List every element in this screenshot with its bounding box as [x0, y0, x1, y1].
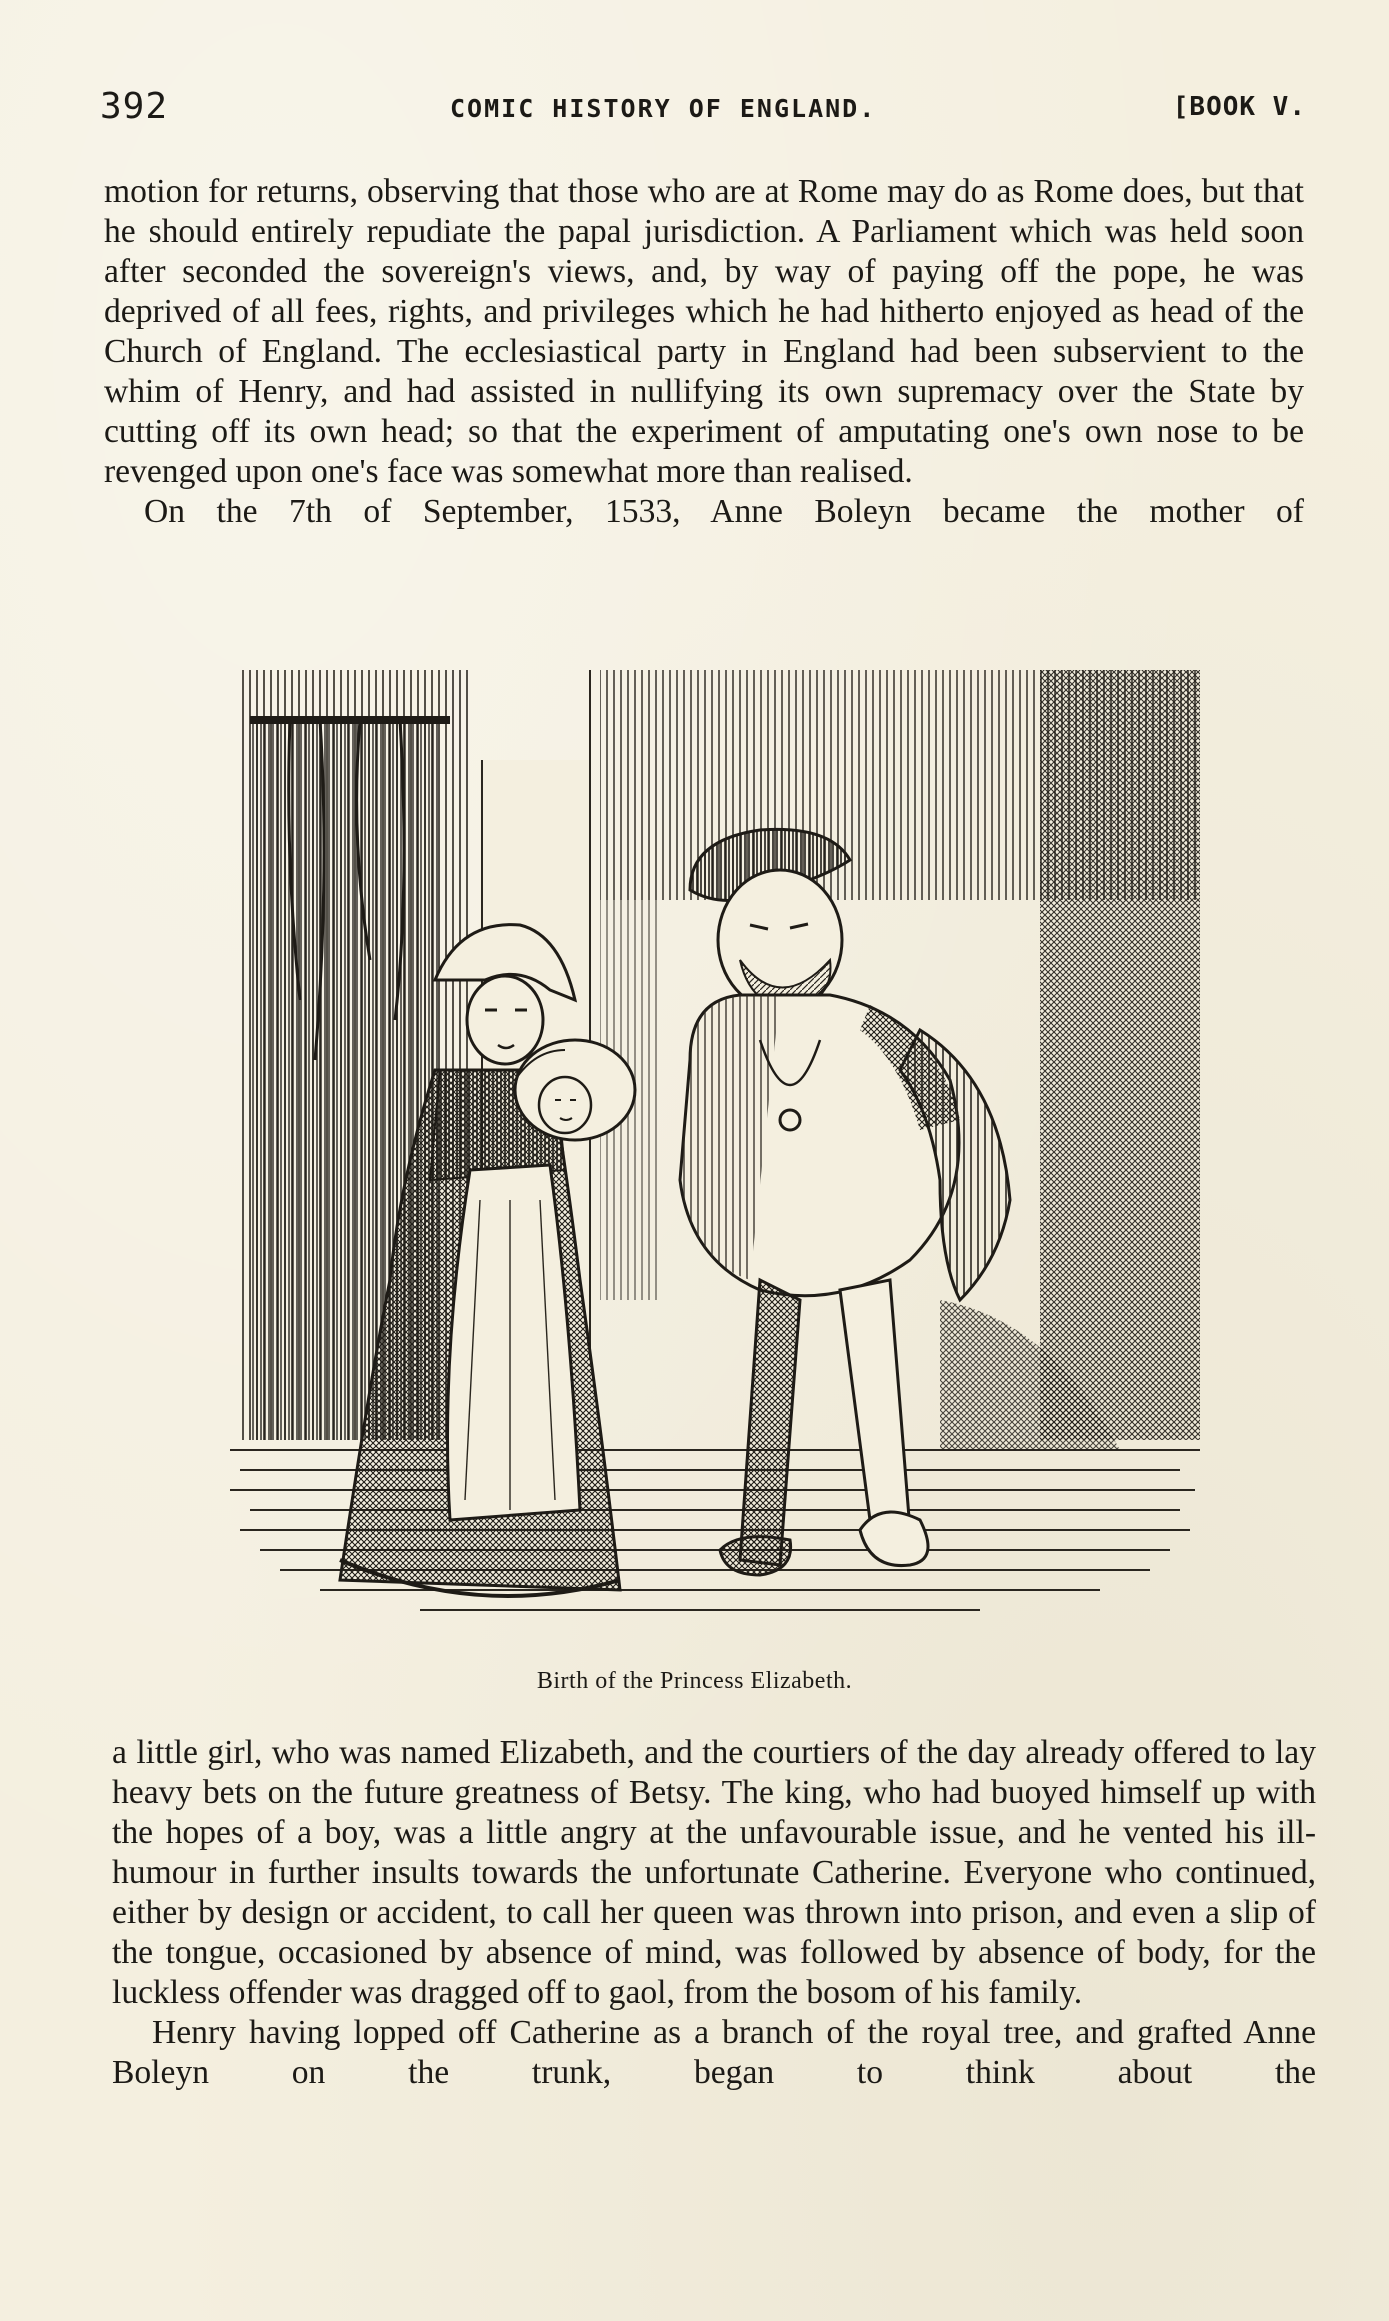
book-label: [BOOK V.: [1172, 92, 1306, 122]
body-text-top: [104, 172, 1304, 532]
body-text-bottom: [112, 1733, 1316, 2093]
figure-caption: Birth of the Princess Elizabeth.: [536, 1668, 853, 1694]
page-header: [100, 86, 1306, 136]
page-number: 392: [100, 86, 169, 127]
paragraph: motion for returns, observing that those who are at Rome may do as Rome does, but that he should entirely repudiate the papal jurisdiction. A Parliament which was held soon after seconded the sovereign's views, and, by way of paying off the pope, he was deprived of all fees, rights, and privileges which he had hitherto enjoyed as head of the Church of England. The ecclesiastical party in England had been subservient to the whim of Henry, and had assisted in nullifying its own supremacy over the State by cutting off its own head; so that the experiment of amputating one's own nose to be revenged upon one's face was somewhat more than realised.: [104, 173, 1304, 490]
wall-crosshatch: [1040, 670, 1200, 1440]
engraving-svg: [220, 660, 1210, 1660]
engraving-illustration: [220, 660, 1210, 1660]
baby-figure: [515, 1040, 635, 1140]
king-figure: [680, 829, 1010, 1575]
paragraph: a little girl, who was named Elizabeth, and the courtiers of the day already offered to lay heavy bets on the future greatness of Betsy. The king, who had buoyed himself up with the hopes of a boy, was a little angry at the unfavourable issue, and he vented his ill-humour in further insults towards the unfortunate Catherine. Everyone who continued, either by design or accident, to call her queen was thrown into prison, and even a slip of the tongue, occasioned by absence of mind, was followed by absence of body, for the luckless offender was dragged off to gaol, from the bosom of his family.: [112, 1734, 1316, 2011]
paragraph: On the 7th of September, 1533, Anne Boleyn became the mother of: [144, 493, 1304, 530]
paragraph: Henry having lopped off Catherine as a branch of the royal tree, and grafted Anne Boleyn on the trunk, began to think about the: [112, 2014, 1316, 2091]
running-title: COMIC HISTORY OF ENGLAND.: [450, 94, 877, 123]
